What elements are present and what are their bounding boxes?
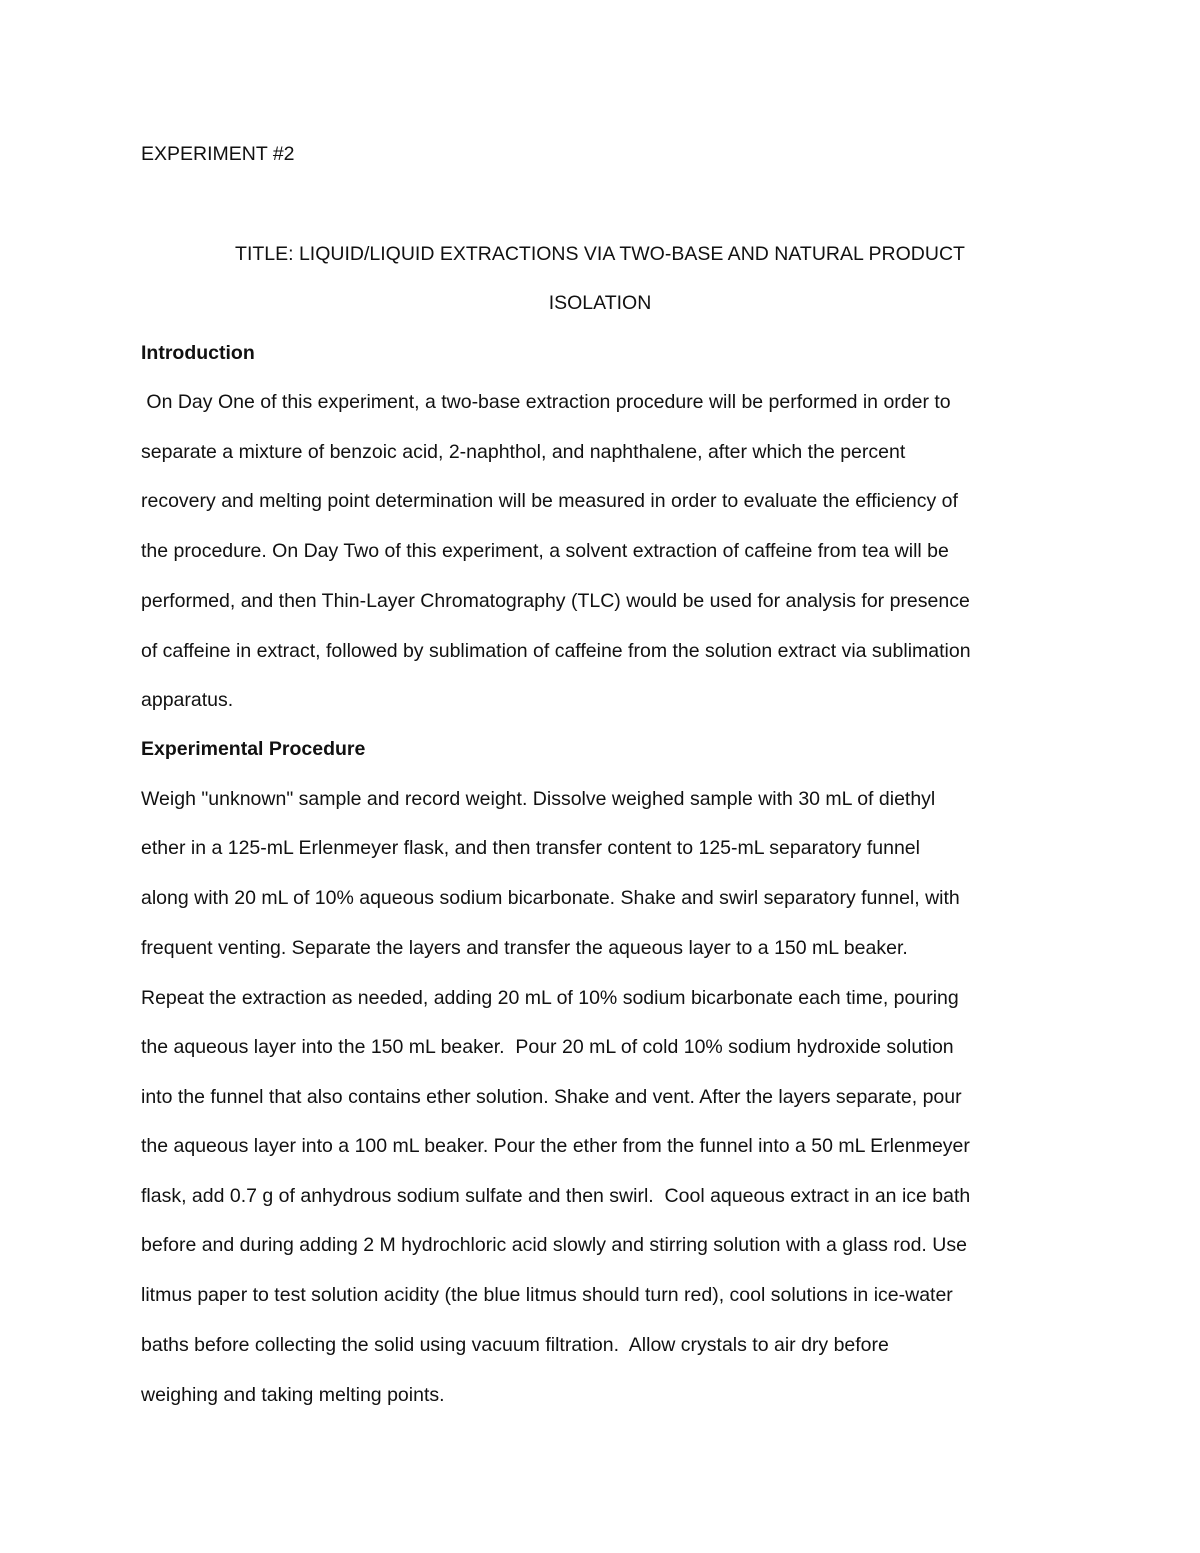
- introduction-line: the procedure. On Day Two of this experiment, a solvent extraction of caffeine from tea will be: [141, 540, 949, 562]
- procedure-line: the aqueous layer into the 150 mL beaker. Pour 20 mL of cold 10% sodium hydroxide solution: [141, 1036, 954, 1058]
- title-line-2: ISOLATION: [548, 292, 652, 314]
- introduction-heading: Introduction: [141, 342, 255, 364]
- procedure-line: ether in a 125-mL Erlenmeyer flask, and then transfer content to 125-mL separatory funnel: [141, 837, 920, 859]
- procedure-line: Weigh "unknown" sample and record weight. Dissolve weighed sample with 30 mL of diethyl: [141, 788, 936, 810]
- introduction-line: performed, and then Thin-Layer Chromatography (TLC) would be used for analysis for presence: [141, 590, 970, 612]
- title-line-1: TITLE: LIQUID/LIQUID EXTRACTIONS VIA TWO-BASE AND NATURAL PRODUCT: [235, 243, 965, 265]
- introduction-line: of caffeine in extract, followed by sublimation of caffeine from the solution extract via sublimation: [141, 640, 971, 662]
- introduction-line: On Day One of this experiment, a two-base extraction procedure will be performed in order to: [141, 391, 951, 413]
- procedure-line: Repeat the extraction as needed, adding 20 mL of 10% sodium bicarbonate each time, pouring: [141, 987, 959, 1009]
- procedure-line: baths before collecting the solid using vacuum filtration. Allow crystals to air dry before: [141, 1334, 889, 1356]
- introduction-line: separate a mixture of benzoic acid, 2-naphthol, and naphthalene, after which the percent: [141, 441, 906, 463]
- introduction-line: recovery and melting point determination will be measured in order to evaluate the efficiency of: [141, 490, 958, 512]
- experiment-label: EXPERIMENT #2: [141, 143, 295, 165]
- procedure-heading: Experimental Procedure: [141, 738, 366, 760]
- procedure-line: weighing and taking melting points.: [141, 1384, 445, 1406]
- procedure-line: litmus paper to test solution acidity (the blue litmus should turn red), cool solutions in ice-water: [141, 1284, 953, 1306]
- procedure-line: the aqueous layer into a 100 mL beaker. Pour the ether from the funnel into a 50 mL Erlenmeyer: [141, 1135, 970, 1157]
- procedure-line: into the funnel that also contains ether solution. Shake and vent. After the layers separate, pour: [141, 1086, 962, 1108]
- procedure-line: flask, add 0.7 g of anhydrous sodium sulfate and then swirl. Cool aqueous extract in an ice bath: [141, 1185, 971, 1207]
- procedure-line: before and during adding 2 M hydrochloric acid slowly and stirring solution with a glass rod. Use: [141, 1234, 967, 1256]
- procedure-line: frequent venting. Separate the layers and transfer the aqueous layer to a 150 mL beaker.: [141, 937, 908, 959]
- procedure-line: along with 20 mL of 10% aqueous sodium bicarbonate. Shake and swirl separatory funnel, with: [141, 887, 960, 909]
- introduction-line: apparatus.: [141, 689, 234, 711]
